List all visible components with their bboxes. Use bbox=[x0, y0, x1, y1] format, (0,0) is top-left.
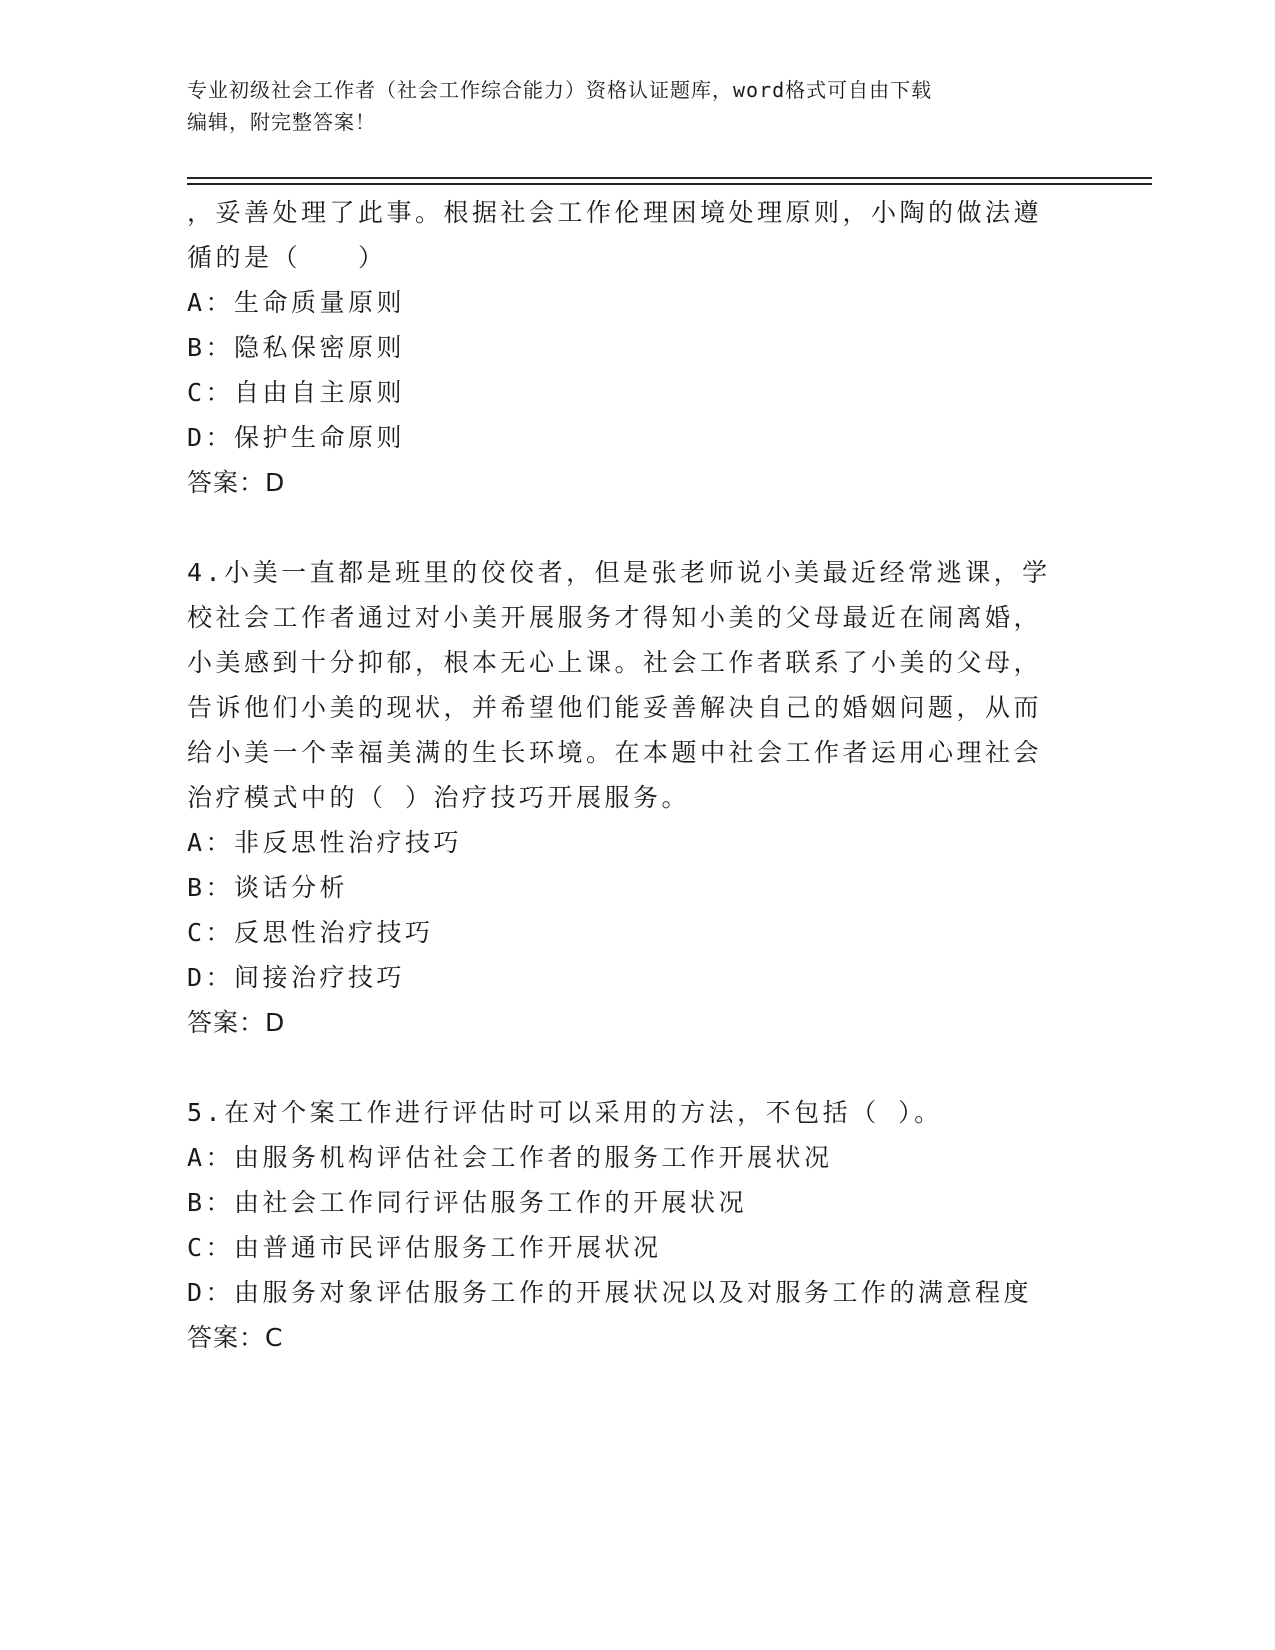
question-stem-line: 给小美一个幸福美满的生长环境。在本题中社会工作者运用心理社会 bbox=[187, 738, 1043, 767]
header-line-2: 编辑，附完整答案！ bbox=[187, 110, 376, 134]
question-stem-line: 循的是（ ） bbox=[187, 243, 387, 272]
option-b: B：由社会工作同行评估服务工作的开展状况 bbox=[187, 1188, 748, 1217]
question-stem-line: 小美感到十分抑郁，根本无心上课。社会工作者联系了小美的父母， bbox=[187, 648, 1043, 677]
option-a: A：由服务机构评估社会工作者的服务工作开展状况 bbox=[187, 1143, 833, 1172]
answer-label: 答案：D bbox=[187, 1008, 286, 1037]
question-stem-line: 5.在对个案工作进行评估时可以采用的方法，不包括（ ）。 bbox=[187, 1098, 943, 1127]
answer-label: 答案：D bbox=[187, 468, 286, 497]
question-4 bbox=[187, 550, 1077, 1045]
question-stem-line: 4.小美一直都是班里的佼佼者，但是张老师说小美最近经常逃课，学 bbox=[187, 558, 1051, 587]
question-stem-line: 治疗模式中的（ ）治疗技巧开展服务。 bbox=[187, 783, 691, 812]
option-c: C：由普通市民评估服务工作开展状况 bbox=[187, 1233, 662, 1262]
header-line-1: 专业初级社会工作者（社会工作综合能力）资格认证题库，word格式可自由下载 bbox=[187, 78, 933, 102]
question-stem-line: ，妥善处理了此事。根据社会工作伦理困境处理原则，小陶的做法遵 bbox=[187, 198, 1043, 227]
question-stem-line: 校社会工作者通过对小美开展服务才得知小美的父母最近在闹离婚， bbox=[187, 603, 1043, 632]
question-3 bbox=[187, 190, 1077, 505]
option-d: D：由服务对象评估服务工作的开展状况以及对服务工作的满意程度 bbox=[187, 1278, 1033, 1307]
question-spacer bbox=[187, 1045, 1077, 1090]
option-c: C：自由自主原则 bbox=[187, 378, 406, 407]
option-b: B：隐私保密原则 bbox=[187, 333, 406, 362]
option-b: B：谈话分析 bbox=[187, 873, 349, 902]
question-spacer bbox=[187, 505, 1077, 550]
question-content bbox=[187, 190, 1077, 1360]
question-5 bbox=[187, 1090, 1077, 1360]
option-d: D：间接治疗技巧 bbox=[187, 963, 406, 992]
option-a: A：生命质量原则 bbox=[187, 288, 406, 317]
header-divider-bottom bbox=[187, 183, 1152, 185]
document-header bbox=[187, 74, 1087, 138]
header-divider-top bbox=[187, 177, 1152, 179]
question-stem-line: 告诉他们小美的现状，并希望他们能妥善解决自己的婚姻问题，从而 bbox=[187, 693, 1043, 722]
option-c: C：反思性治疗技巧 bbox=[187, 918, 434, 947]
option-d: D：保护生命原则 bbox=[187, 423, 406, 452]
option-a: A：非反思性治疗技巧 bbox=[187, 828, 463, 857]
answer-label: 答案：C bbox=[187, 1323, 284, 1352]
